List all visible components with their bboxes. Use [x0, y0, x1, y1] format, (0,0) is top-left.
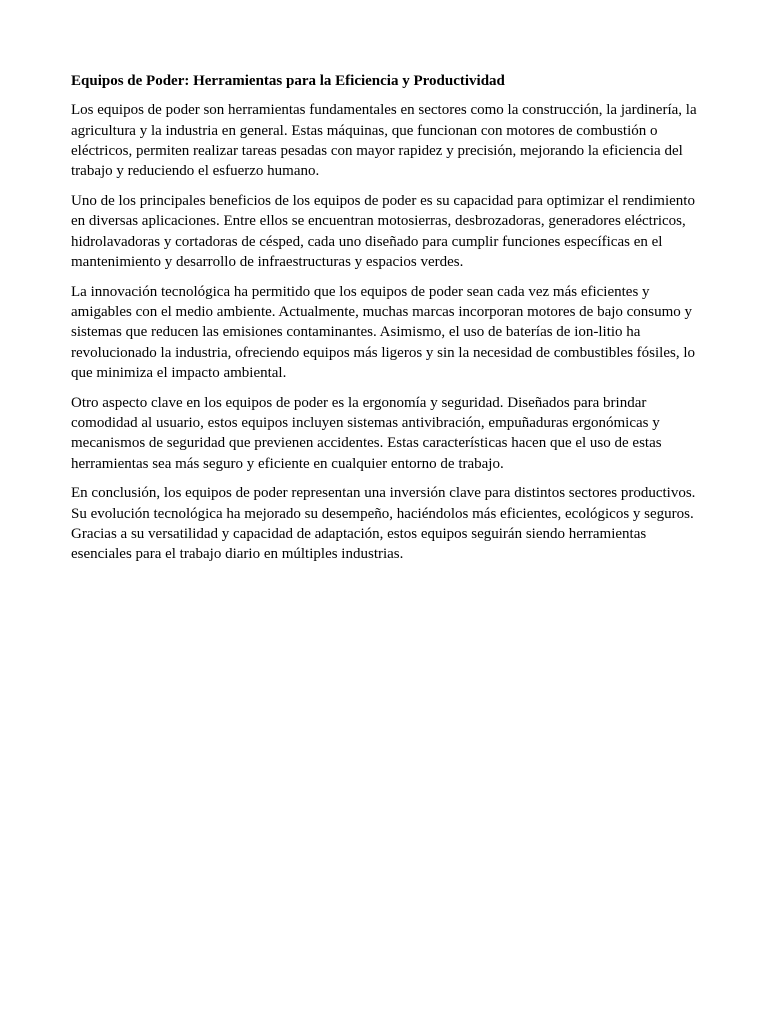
paragraph-4: Otro aspecto clave en los equipos de poder es la ergonomía y seguridad. Diseñados para brindar comodidad al usuario, estos equipos incluyen sistemas antivibración, empuñaduras ergonómicas y mecanismos de seguridad que previenen accidentes. Estas características hacen que el uso de estas herramientas sea más seguro y eficiente en cualquier entorno de trabajo. — [71, 394, 662, 472]
paragraph-1: Los equipos de poder son herramientas fundamentales en sectores como la construcción, la jardinería, la agricultura y la industria en general. Estas máquinas, que funcionan con motores de combustión o eléctricos, permiten realizar tareas pesadas con mayor rapidez y precisión, mejorando la eficiencia del trabajo y reduciendo el esfuerzo humano. — [71, 102, 697, 180]
paragraph-5: En conclusión, los equipos de poder representan una inversión clave para distintos sectores productivos. Su evolución tecnológica ha mejorado su desempeño, haciéndolos más eficientes, ecológicos y seguros. Gracias a su versatilidad y capacidad de adaptación, estos equipos seguirán siendo herramientas esenciales para el trabajo diario en múltiples industrias. — [71, 485, 696, 563]
paragraph-3: La innovación tecnológica ha permitido que los equipos de poder sean cada vez más eficientes y amigables con el medio ambiente. Actualmente, muchas marcas incorporan motores de bajo consumo y sistemas que reducen las emisiones contaminantes. Asimismo, el uso de baterías de ion-litio ha revolucionado la industria, ofreciendo equipos más ligeros y sin la necesidad de combustibles fósiles, lo que minimiza el impacto ambiental. — [71, 283, 696, 381]
paragraph-2: Uno de los principales beneficios de los equipos de poder es su capacidad para optimizar el rendimiento en diversas aplicaciones. Entre ellos se encuentran motosierras, desbrozadoras, generadores eléctricos, hidrolavadoras y cortadoras de césped, cada uno diseñado para cumplir funciones específicas en el mantenimiento y desarrollo de infraestructuras y espacios verdes. — [71, 192, 695, 270]
document-title: Equipos de Poder: Herramientas para la Eficiencia y Productividad — [71, 73, 505, 89]
document-page — [71, 71, 701, 574]
